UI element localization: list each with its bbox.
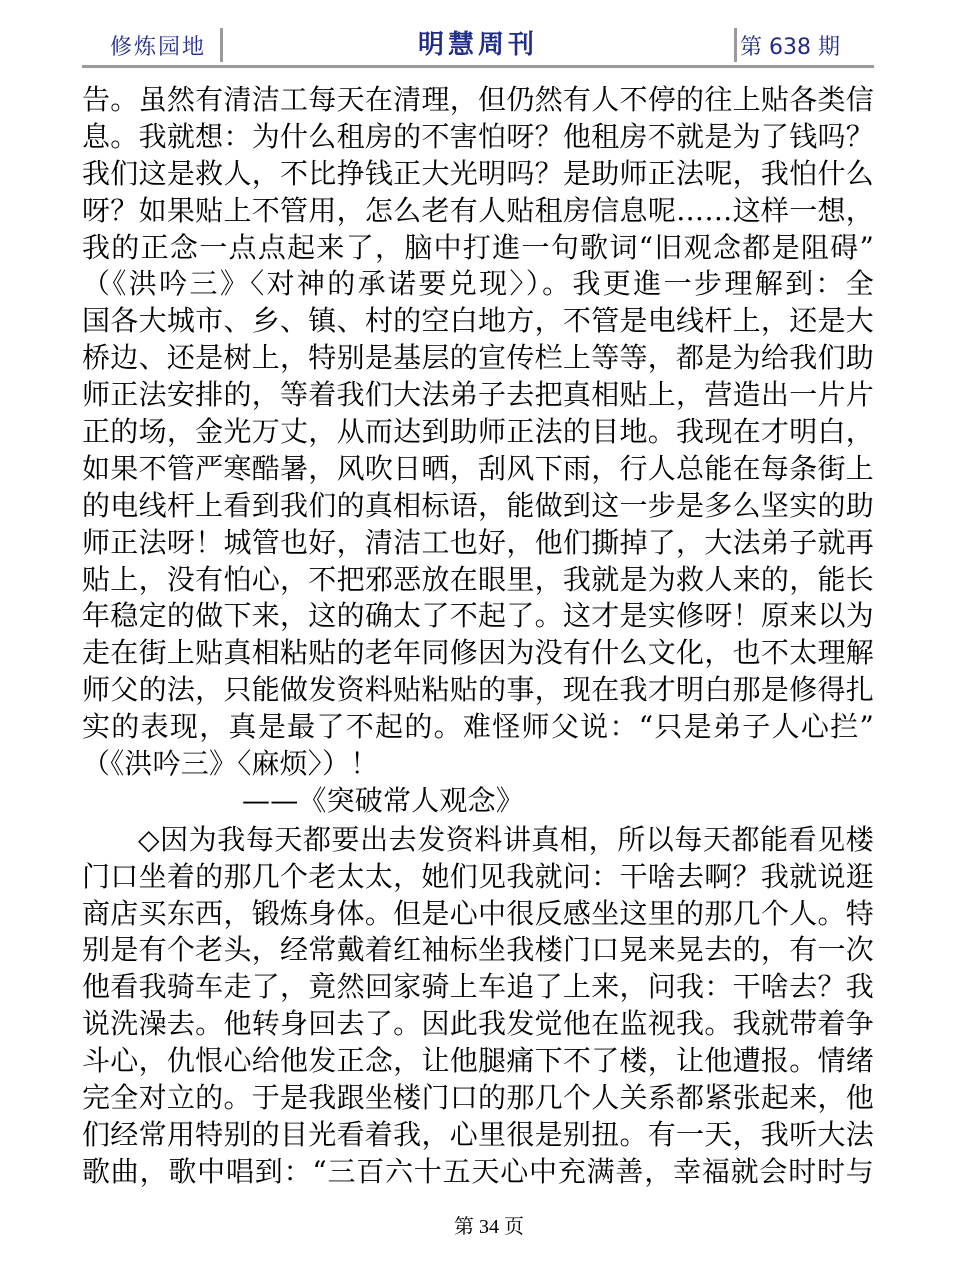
text-line: 我们这是救人，不比挣钱正大光明吗？是助师正法呢，我怕什么 [82,156,874,190]
text-line: 正的场，金光万丈，从而达到助师正法的目地。我现在才明白， [82,415,874,449]
publication-title: 明慧周刊 [417,30,538,60]
text-line: 年稳定的做下来，这的确太了不起了。这才是实修呀！原来以为 [82,599,874,633]
page-header [82,22,874,70]
article-source: ——《突破常人观念》 [242,783,525,817]
text-line: （《洪吟三》〈麻烦〉）！ [82,747,379,781]
text-line: 他看我骑车走了，竟然回家骑上车追了上来，问我：干啥去？我 [82,970,874,1004]
text-line: 告。虽然有清洁工每天在清理，但仍然有人不停的往上贴各类信 [82,83,874,116]
text-line: 息。我就想：为什么租房的不害怕呀？他租房不就是为了钱吗？ [82,119,874,153]
text-line: 歌曲，歌中唱到：“三百六十五天心中充满善，幸福就会时时与 [82,1154,874,1188]
text-line: 师正法安排的，等着我们大法弟子去把真相贴上，营造出一片片 [82,378,874,412]
text-line: 桥边、还是树上，特别是基层的宣传栏上等等，都是为给我们助 [82,341,874,375]
article-body [82,82,874,1191]
text-line: 如果不管严寒酷暑，风吹日晒，刮风下雨，行人总能在每条街上 [82,451,874,485]
text-line: 的电线杆上看到我们的真相标语，能做到这一步是多么坚实的助 [82,488,874,522]
text-line: 完全对立的。于是我跟坐楼门口的那几个人关系都紧张起来，他 [82,1081,874,1115]
text-line: 别是有个老头，经常戴着红袖标坐我楼门口晃来晃去的，有一次 [82,933,874,967]
text-line: 商店买东西，锻炼身体。但是心中很反感坐这里的那几个人。特 [82,896,874,930]
page-number: 第 34 页 [454,1216,524,1238]
text-line: 们经常用特别的目光看着我，心里很是别扭。有一天，我听大法 [82,1117,874,1151]
section-title: 修炼园地 [110,35,207,60]
text-line: 斗心，仇恨心给他发正念，让他腿痛下不了楼，让他遭报。情绪 [82,1044,874,1078]
issue-number: 第 638 期 [740,35,840,60]
text-line: 我的正念一点点起来了，脑中打進一句歌词“旧观念都是阻碍” [82,230,874,264]
text-line: 实的表现，真是最了不起的。难怪师父说：“只是弟子人心拦” [82,710,874,744]
text-line: 师父的法，只能做发资料贴粘贴的事，现在我才明白那是修得扎 [82,673,874,707]
text-line: 说洗澡去。他转身回去了。因此我发觉他在监视我。我就带着争 [82,1007,874,1041]
text-line: 门口坐着的那几个老太太，她们见我就问：干啥去啊？我就说逛 [82,859,874,893]
text-line: 走在街上贴真相粘贴的老年同修因为没有什么文化，也不太理解 [82,636,874,670]
header-divider [734,28,737,62]
text-line: （《洪吟三》〈对神的承诺要兑现〉）。我更進一步理解到：全 [82,267,874,301]
header-rule [82,65,874,68]
text-line: 贴上，没有怕心，不把邪恶放在眼里，我就是为救人来的，能长 [82,562,874,596]
text-line: 国各大城市、乡、镇、村的空白地方，不管是电线杆上，还是大 [82,304,874,338]
text-line: ◇因为我每天都要出去发资料讲真相，所以每天都能看见楼 [138,822,874,856]
text-line: 师正法呀！城管也好，清洁工也好，他们撕掉了，大法弟子就再 [82,525,874,559]
text-line: 呀？如果贴上不管用，怎么老有人贴租房信息呢……这样一想， [82,193,874,227]
